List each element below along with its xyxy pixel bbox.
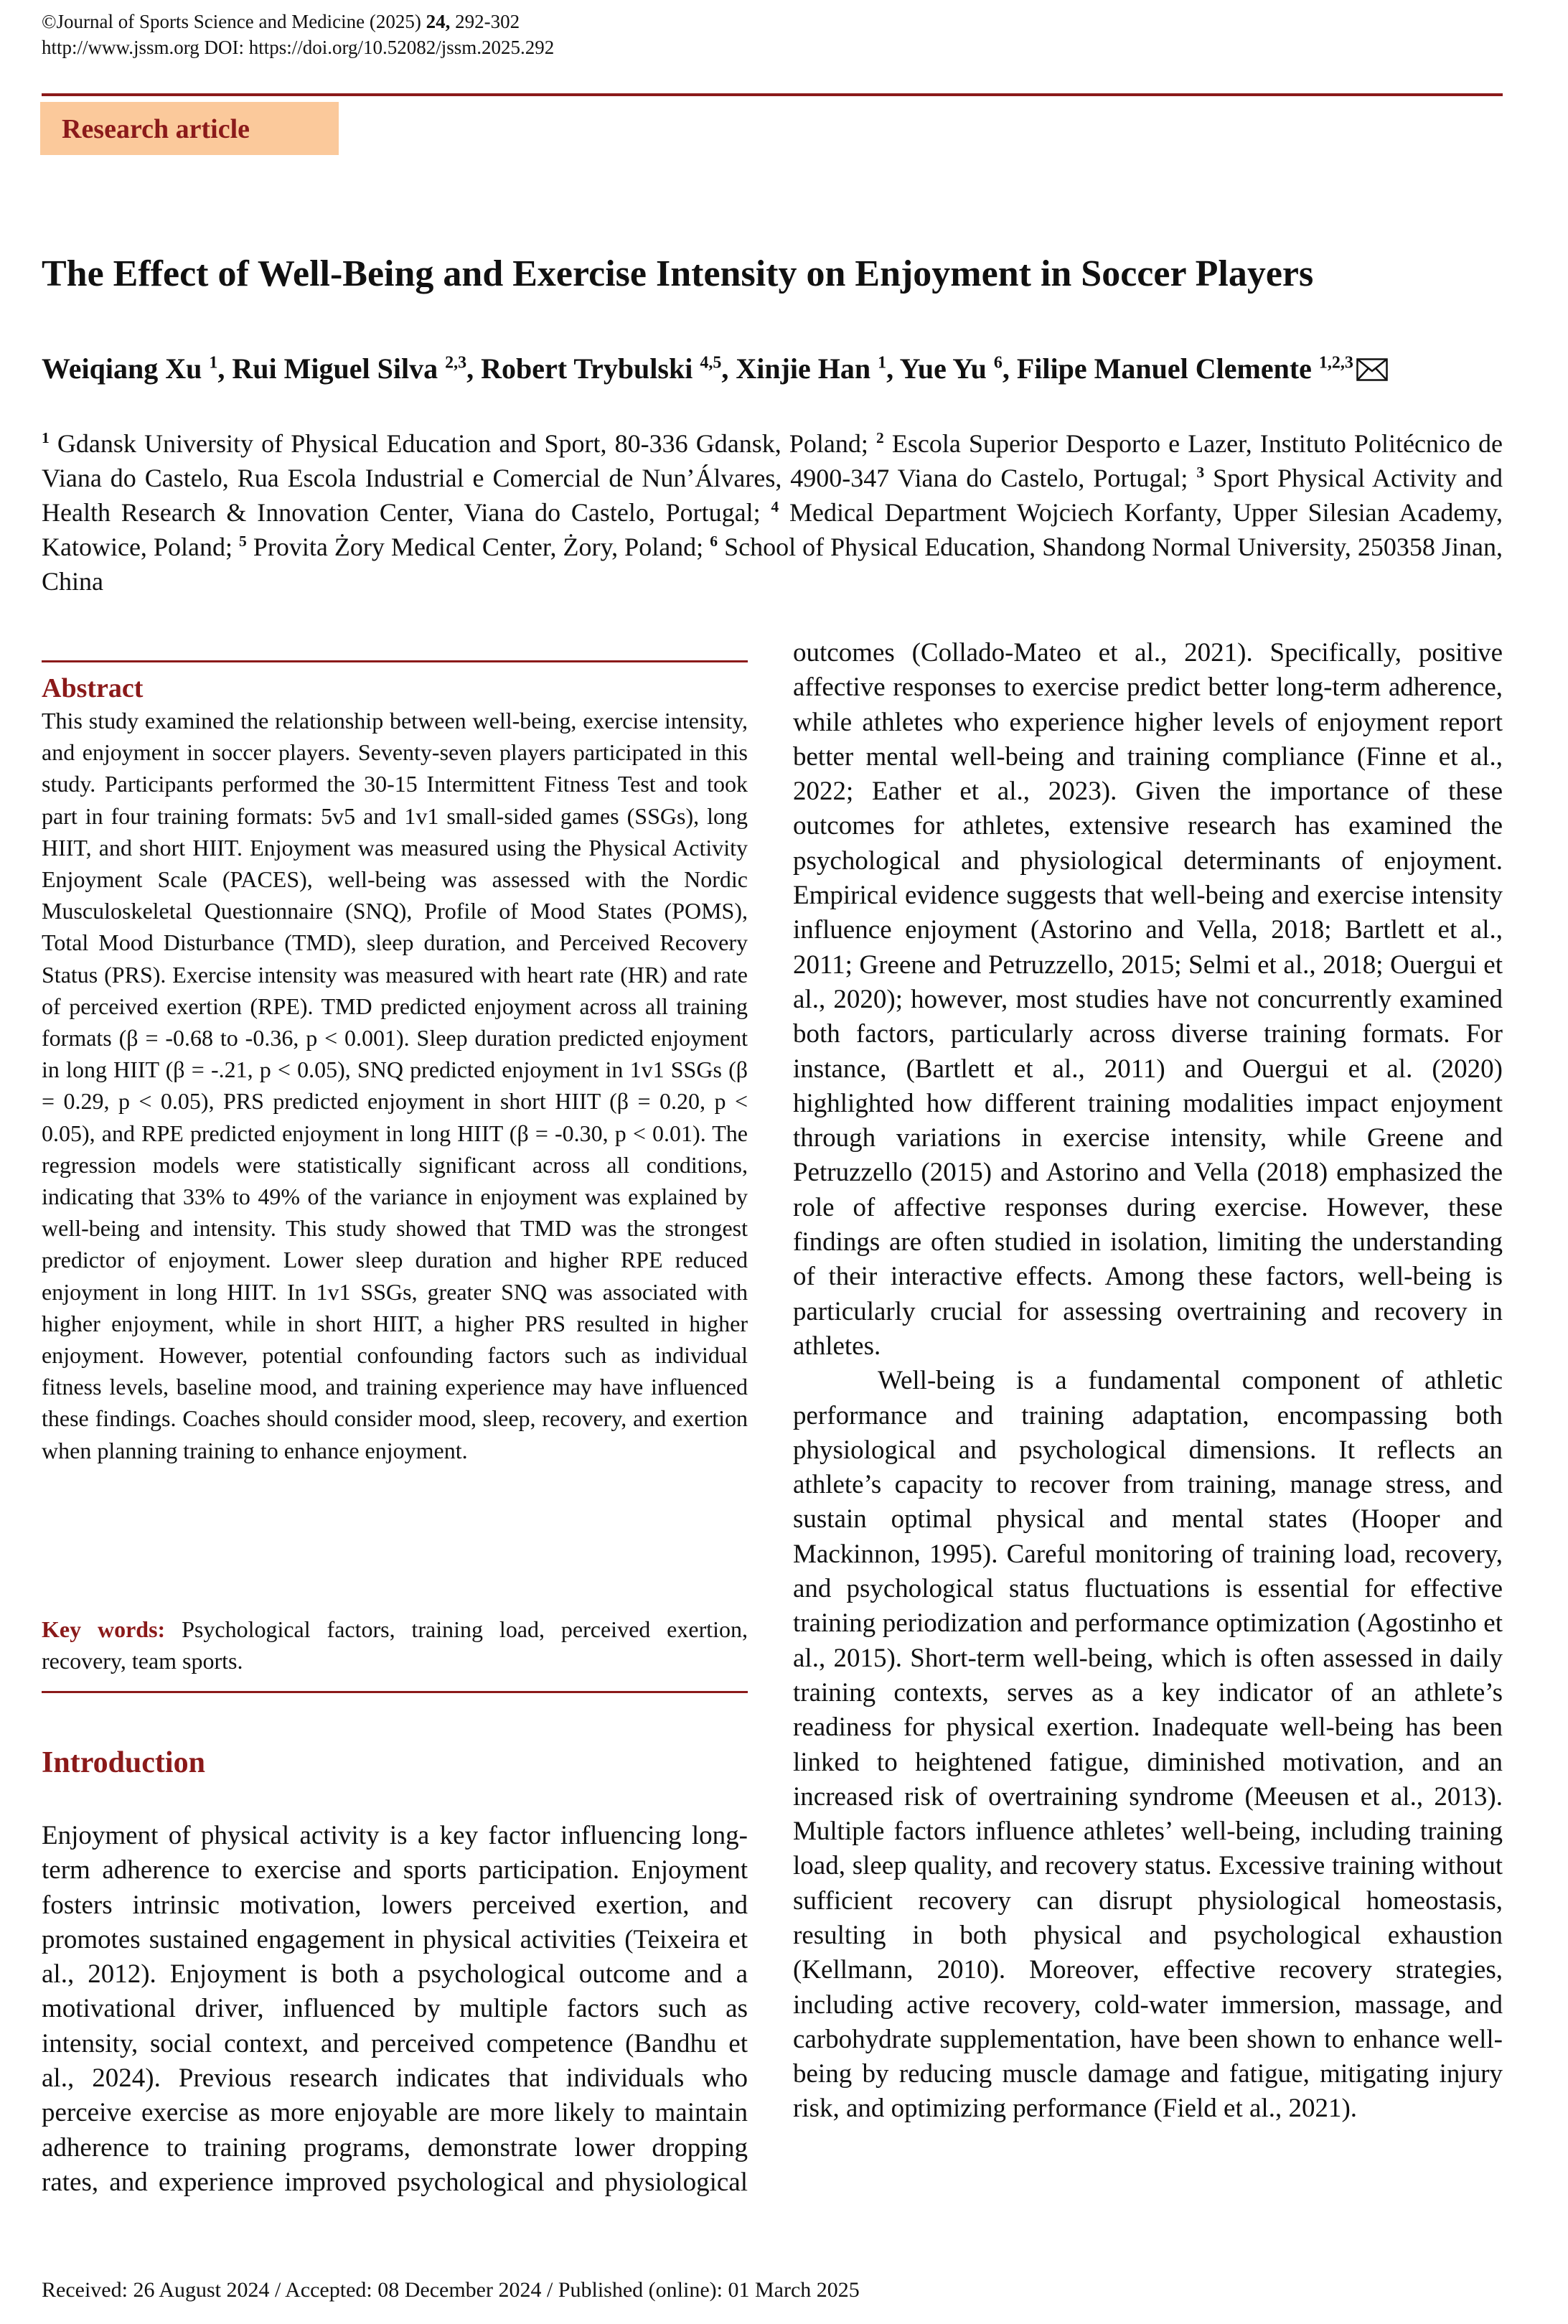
journal-volume: 24, bbox=[426, 11, 451, 32]
introduction-paragraph-2: Well-being is a fundamental component of athletic performance and training adaptation, encompassing both physiological and psychological dimensions. It reflects an athlete’s capacity to recover from training, manage stress, and sustain optimal physical and mental states (Hooper and Mackinnon, 1995). Careful monitoring of training load, recovery, and psychological status fluctuations is essential for effective training periodization and performance optimization (Agostinho et al., 2015). Short-term well-being, which is often assessed in daily training contexts, serves as a key indicator of an athlete’s readiness for physical exertion. Inadequate well-being has been linked to heightened fatigue, diminished motivation, and an increased risk of overtraining syndrome (Meeusen et al., 2013). Multiple factors influence athletes’ well-being, including training load, sleep quality, and recovery status. Excessive training without sufficient recovery can disrupt physiological homeostasis, resulting in both physical and psychological exhaustion (Kellmann, 2010). Moreover, effective recovery strategies, including active recovery, cold-water immersion, massage, and carbohydrate supplementation, have been shown to enhance well-being by reducing muscle damage and fatigue, mitigating injury risk, and optimizing performance (Field et al., 2021). bbox=[793, 1366, 1503, 2124]
keywords-text: Psychological factors, training load, perceived exertion, recovery, team sports. bbox=[42, 1616, 748, 1674]
journal-citation bbox=[42, 9, 554, 60]
author-list bbox=[42, 350, 1503, 390]
affiliation-6: $^6$ School of Physical Education, Shandong Normal University, 250358 Jinan, China bbox=[42, 533, 1503, 596]
header-rule bbox=[42, 93, 1503, 96]
keywords bbox=[42, 1613, 748, 1677]
affiliation-1: $^1$ Gdansk University of Physical Education and Sport, 80-336 Gdansk, Poland; bbox=[42, 429, 876, 458]
abstract-text: This study examined the relationship between well-being, exercise intensity, and enjoyment in soccer players. Seventy-seven players participated in this study. Participants performed the 30-15 Intermittent Fitness Test and took part in four training formats: 5v5 and 1v1 small-sided games (SSGs), long HIIT, and short HIIT. Enjoyment was measured using the Physical Activity Enjoyment Scale (PACES), well-being was assessed with the Nordic Musculoskeletal Questionnaire (SNQ), Profile of Mood States (POMS), Total Mood Disturbance (TMD), sleep duration, and Perceived Recovery Status (PRS). Exercise intensity was measured with heart rate (HR) and rate of perceived exertion (RPE). TMD predicted enjoyment across all training formats (β = -0.68 to -0.36, p < 0.001). Sleep duration predicted enjoyment in long HIIT (β = -.21, p < 0.05), SNQ predicted enjoyment in 1v1 SSGs (β = 0.29, p < 0.05), PRS predicted enjoyment in short HIIT (β = 0.20, p < 0.05), and RPE predicted enjoyment in long HIIT (β = -0.30, p < 0.01). The regression models were statistically significant across all conditions, indicating that 33% to 49% of the variance in enjoyment was explained by well-being and intensity. This study showed that TMD was the strongest predictor of enjoyment. Lower sleep duration and higher RPE reduced enjoyment in long HIIT. In 1v1 SSGs, greater SNQ was associated with higher enjoyment, while in short HIIT, a higher PRS resulted in higher enjoyment. However, potential confounding factors such as individual fitness levels, baseline mood, and training experience may have influenced these findings. Coaches should consider mood, sleep, recovery, and exertion when planning training to enhance enjoyment. bbox=[42, 708, 748, 1463]
affiliation-4: $^4$ Medical Department Wojciech Korfanty, Upper Silesian Academy, Katowice, Poland; bbox=[42, 498, 1503, 561]
envelope-icon[interactable] bbox=[1356, 353, 1388, 390]
abstract-heading: Abstract bbox=[42, 673, 144, 703]
article-type-badge bbox=[40, 102, 339, 155]
journal-name: ©Journal of Sports Science and Medicine (2025) bbox=[42, 11, 426, 32]
introduction-text-left: Enjoyment of physical activity is a key factor influencing long-term adherence to exercise and sports participation. Enjoyment fosters intrinsic motivation, lowers perceived exertion, and promotes sustained engagement in physical activities (Teixeira et al., 2012). Enjoyment is both a psychological outcome and a motivational driver, influenced by multiple factors such as intensity, social context, and perceived competence (Bandhu et al., 2024). Previous research indicates that individuals who perceive exercise as more enjoyable are more likely to maintain adherence to training programs, demonstrate lower dropping rates, and experience improved psychological and physiological bbox=[42, 1821, 748, 2197]
affiliation-3: $^3$ Sport Physical Activity and Health Research & Innovation Center, Viana do Castelo, Portugal; bbox=[42, 464, 1503, 527]
article-type-label: Research article bbox=[62, 114, 250, 144]
affiliation-5: $^5$ Provita Żory Medical Center, Żory, Poland; bbox=[239, 533, 710, 561]
journal-doi-link[interactable]: http://www.jssm.org DOI: https://doi.org/10.52082/jssm.2025.292 bbox=[42, 37, 555, 58]
introduction-paragraph-1-cont: outcomes (Collado-Mateo et al., 2021). Specifically, positive affective responses to exercise predict better long-term adherence, while athletes who experience higher levels of enjoyment report better mental well-being and training compliance (Finne et al., 2022; Eather et al., 2023). Given the importance of these outcomes for athletes, extensive research has examined the psychological and physiological determinants of enjoyment. Empirical evidence suggests that well-being and exercise intensity influence enjoyment (Astorino and Vella, 2018; Bartlett et al., 2011; Greene and Petruzzello, 2015; Selmi et al., 2018; Ouergui et al., 2020); however, most studies have not concurrently examined both factors, particularly across diverse training formats. For instance, (Bartlett et al., 2011) and Ouergui et al. (2020) highlighted how different training modalities impact enjoyment through variations in exercise intensity, while Greene and Petruzzello (2015) and Astorino and Vella (2018) emphasized the role of affective responses during exercise. However, these findings are often studied in isolation, limiting the understanding of their interactive effects. Among these factors, well-being is particularly crucial for assessing overtraining and recovery in athletes. bbox=[793, 638, 1503, 1361]
journal-pages: 292-302 bbox=[450, 11, 520, 32]
author-3: Robert Trybulski $^{4,5}$, bbox=[481, 352, 736, 385]
author-2: Rui Miguel Silva $^{2,3}$, bbox=[232, 352, 482, 385]
author-4: Xinjie Han $^1$, bbox=[736, 352, 900, 385]
keywords-label: Key words: bbox=[42, 1616, 166, 1642]
introduction-heading: Introduction bbox=[42, 1746, 205, 1779]
author-1: Weiqiang Xu $^1$, bbox=[42, 352, 233, 385]
abstract-top-rule bbox=[42, 660, 748, 662]
article-title: The Effect of Well-Being and Exercise Intensity on Enjoyment in Soccer Players bbox=[42, 253, 1314, 294]
affiliation-2: $^2$ Escola Superior Desporto e Lazer, Instituto Politécnico de Viana do Castelo, Rua Escola Industrial e Comercial de Nun’Álvares, 4900-347 Viana do Castelo, Portugal; bbox=[42, 429, 1503, 492]
abstract-bottom-rule bbox=[42, 1691, 748, 1693]
author-6: Filipe Manuel Clemente $^{1,2,3}$ bbox=[1016, 352, 1353, 385]
right-column bbox=[793, 636, 1503, 2127]
author-5: Yue Yu $^6$, bbox=[899, 352, 1017, 385]
received-dates: Received: 26 August 2024 / Accepted: 08 December 2024 / Published (online): 01 March 2025 bbox=[42, 2278, 860, 2302]
affiliations bbox=[42, 426, 1503, 599]
